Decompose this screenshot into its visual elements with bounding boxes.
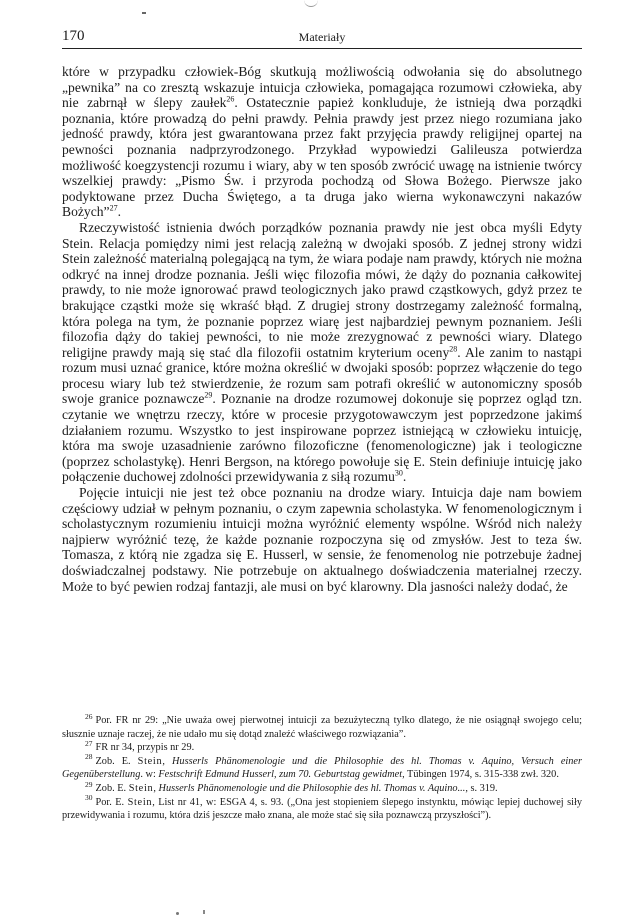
footnote-ref-26: 26 <box>226 94 235 104</box>
footnote-ref-29: 29 <box>204 390 213 400</box>
footnote-28-author: Stein <box>137 755 163 767</box>
paragraph-2 <box>62 220 582 485</box>
paragraph-2-text-c: . Poznanie na drodze rozumowej dokonuje się poprzez ogląd tzn. czytanie we wnętrzu rzeczy, które w procesie przygotowawczym jest poprzedzone jakimś działaniem rozumu. Wszystko to jest inspirowane poprzez istniejącą w człowieku intuicję, która ma swoje uzasadnienie zarówno filozoficzne (fenomenologiczne) jak i teologiczne (poprzez scholastykę). Henri Bergson, na którego powołuje się E. Stein definiuje intuicję jako połączenie duchowej zdolności przewidywania z siłą rozumu <box>62 391 582 485</box>
footnote-30-author: Stein <box>127 796 153 808</box>
footnote-28-mid: . w: <box>140 769 159 781</box>
footnote-26-text: Por. FR nr 29: „Nie uważa owej pierwotnej intuicji za bezużyteczną tylko dlatego, że nie osiągnął swojego celu; słusznie uznaje raczej, że nie udało mu się dotąd znaleźć właściwego rozwiązania”. <box>62 715 582 740</box>
footnote-30-pre: Por. E. <box>95 796 128 808</box>
footnote-29-sep: , <box>153 782 159 794</box>
scan-artifact-bottom-dot <box>176 912 179 915</box>
footnotes <box>62 711 582 823</box>
footnote-30-text: , List nr 41, w: ESGA 4, s. 93. („Ona jest stopieniem ślepego instynktu, mówiąc lepiej duchowej siły przewidywania i rozumu, która dziś jeszcze mało znana, ale może stać się siła poznawczą przyszłości”). <box>62 796 582 822</box>
page-number: 170 <box>62 28 85 44</box>
footnote-ref-28: 28 <box>449 344 458 354</box>
footnote-26-number: 26 <box>85 711 93 721</box>
paragraph-2-text-a: Rzeczywistość istnienia dwóch porządków poznania prawdy nie jest obca myśli Edyty Stein. Relacja pomiędzy nimi jest relacją zależną w dwojaki sposób. Z jednej strony widzi Stein zależność materialną polegającą na tym, że wiara podaje nam prawdy, których nie można odkryć na innej drodze poznania. Jeśli więc filozofia mówi, że dąży do poznania całkowitej prawdy, to nie może ignorować prawd teologicznych jako prawd cząstkowych, gdyż przez te brakujące cząstki może się wkraść błąd. Z drugiej strony dostrzegamy zależność formalną, która polega na tym, że poznanie poprzez wiarę jest najbardziej pewnym poznaniem. Jeśli filozofia dąży do takiej pewności, to nie może zrezygnować z pewności wiary. Dlatego religijne prawdy mają się stać dla filozofii ostatnim kryterium oceny <box>62 219 582 360</box>
footnote-28 <box>62 752 582 782</box>
scan-artifact-mark <box>142 12 146 14</box>
running-head: Materiały <box>298 30 346 44</box>
footnote-27-number: 27 <box>85 738 93 748</box>
footnote-27-text: FR nr 34, przypis nr 29. <box>95 742 195 754</box>
footnote-28-post: , Tübingen 1974, s. 315-338 zwł. 320. <box>402 769 559 781</box>
footnote-30-number: 30 <box>85 793 93 803</box>
paragraph-2-text-d: . <box>402 469 407 485</box>
footnote-26 <box>62 711 582 741</box>
body-text <box>62 64 582 594</box>
page-header <box>62 26 582 49</box>
paragraph-2-text-b: . Ale zanim to nastąpi rozum musi uznać granice, które można określić w dwojaki sposób: poprzez włączenie do tego procesu wiary lub też stwierdzenie, że rozum sam potrafi określić w autonomiczny sposób swoje granice poznawcze <box>62 344 582 407</box>
scan-artifact-bottom-mark <box>203 910 205 914</box>
footnote-28-title: Husserls Phänomenologie und die Philosophie des hl. Thomas v. Aquino, Versuch einer Gegenüberstellung <box>62 755 582 781</box>
footnote-ref-27: 27 <box>109 203 118 213</box>
footnote-30 <box>62 793 582 823</box>
footnote-27 <box>62 738 582 755</box>
footnote-28-book: Festschrift Edmund Husserl, zum 70. Geburtstag gewidmet <box>158 769 403 781</box>
paragraph-1-text-b: . Ostatecznie papież konkluduje, że istnieją dwa porządki poznania, które prowadzą do pełni prawdy. Pełnia prawdy jest przez niego rozumiana jako jedność prawdy, która jest gwarantowana przez fakt przyjęcia prawdy religijnej opartej na pewności poznania nadprzyrodzonego. Przykład wypowiedzi Galileusza potwierdza możliwość koegzystencji rozumu i wiary, aby w ten sposób zwrócić uwagę na istnienie twórcy wszelkiej prawdy: „Pismo Św. i przyroda pochodzą od Słowa Bożego. Pierwsze jako podyktowane przez Ducha Świętego, a ta druga jako wierna wykonawczyni nakazów Bożych” <box>62 95 582 220</box>
footnote-29 <box>62 779 582 796</box>
footnote-28-sep: , <box>162 755 172 767</box>
footnote-ref-30: 30 <box>394 468 403 478</box>
paragraph-3: Pojęcie intuicji nie jest też obce poznaniu na drodze wiary. Intuicja daje nam bowiem częściowy udział w pełnym poznaniu, o czym zapewnia scholastyka. W fenomenologicznym i scholastycznym rozumieniu intuicji można wyróżnić elementy wspólne. Wśród nich należy najpierw wyróżnić tezę, że każde poznanie rozpoczyna się od zmysłów. Jest to teza św. Tomasza, z którą nie zgadza się E. Husserl, w sensie, że fenomenolog nie potrzebuje żadnej doświadczalnej podstawy. Nie potrzebuje on aktualnego doświadczenia materialnej rzeczy. Może to być pewien rodzaj fantazji, ale musi on być klarowny. Dla jasności należy dodać, że <box>62 485 582 594</box>
scan-artifact-top <box>304 0 318 7</box>
footnote-29-author: Stein <box>128 782 154 794</box>
paragraph-1-text-c: . <box>117 204 121 220</box>
footnote-29-number: 29 <box>85 779 93 789</box>
footnote-29-post: , s. 319. <box>465 782 498 794</box>
paragraph-1-text-a: które w przypadku człowiek-Bóg skutkują możliwością odwołania się do absolutnego „pewnika” na co zresztą wskazuje intuicja człowieka, pomagająca rozumowi człowieka, aby nie zabrnął w ślepy zaułek <box>62 64 582 111</box>
footnote-28-number: 28 <box>85 752 93 762</box>
paragraph-1 <box>62 64 582 220</box>
footnote-29-title: Husserls Phänomenologie und die Philosophie des hl. Thomas v. Aquino... <box>158 782 466 794</box>
footnote-29-pre: Zob. E. <box>95 782 129 794</box>
footnote-28-pre: Zob. E. <box>95 755 138 767</box>
